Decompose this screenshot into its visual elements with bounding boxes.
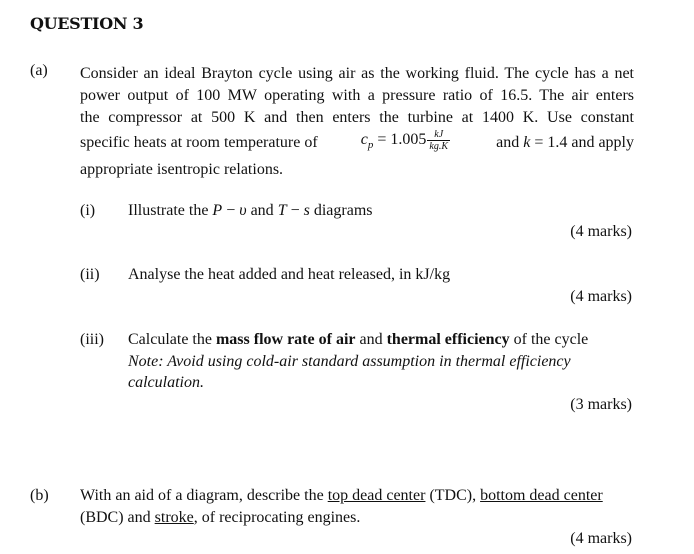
sub-i-post: diagrams [309,202,373,219]
unit-denominator: kg.K [429,140,449,152]
part-b-bdc-text: (BDC) and [80,509,155,526]
line4-pre-text: specific heats at room temperature of [80,133,318,151]
k-symbol: k [523,133,531,151]
sub-i-label: (i) [80,202,96,219]
unit-numerator: kJ [427,129,450,141]
part-b-label: (b) [30,487,49,504]
part-b-marks: (4 marks) [570,530,632,547]
symbol-P: P [212,202,223,219]
part-a-intro-line-2: power output of 100 MW operating with a pressure ratio of 16.5. The air enters [80,87,634,104]
sub-ii-label: (ii) [80,266,100,283]
bold-mass-flow-rate: mass flow rate of air [215,331,356,348]
part-a-intro-line-4 [80,128,634,157]
dash-2: − [286,202,304,219]
part-b-post: , of reciprocating engines. [193,509,361,526]
part-a-intro-line-3: the compressor at 500 K and then enters the turbine at 1400 K. Use constant [80,109,634,126]
symbol-v: υ [239,202,247,219]
part-a-intro-line-5: appropriate isentropic relations. [80,161,284,178]
sub-ii-text: Analyse the heat added and heat released, in kJ/kg [128,266,451,283]
part-b-line-1 [80,487,603,505]
k-value: = 1.4 and apply [530,133,634,151]
cp-subscript: p [367,139,374,152]
part-a-intro-line-1: Consider an ideal Brayton cycle using air as the working fluid. The cycle has a net [80,65,634,82]
sub-iii-label: (iii) [80,331,104,348]
sub-i-text [128,202,373,220]
sub-iii-marks: (3 marks) [570,396,632,413]
dash-1: − [222,202,240,219]
term-top-dead-center: top dead center [327,487,426,504]
sub-i-pre: Illustrate the [128,202,213,219]
sub-iii-note-line-2: calculation. [128,374,204,391]
part-a-intro [80,62,634,186]
sub-iii-pre: Calculate the [128,331,216,348]
sub-iii-note-line-1: Note: Avoid using cold-air standard assumption in thermal efficiency [128,353,571,370]
sub-i-mid: and [246,202,278,219]
bold-thermal-efficiency: thermal efficiency [386,331,510,348]
sub-iii-mid: and [355,331,387,348]
question-title: QUESTION 3 [30,14,144,33]
part-b-pre: With an aid of a diagram, describe the [80,487,328,504]
term-stroke: stroke [154,509,194,526]
sub-iii-post: of the cycle [509,331,589,348]
symbol-T: T [277,202,287,219]
cp-expression [361,128,453,157]
part-a-label: (a) [30,62,48,79]
cp-unit-fraction [427,129,450,152]
sub-i-marks: (4 marks) [570,223,632,240]
cp-value: = 1.005 [373,131,427,148]
part-b-tdc-text: (TDC), [425,487,481,504]
term-bottom-dead-center: bottom dead center [480,487,603,504]
part-b-line-2 [80,509,360,527]
sub-iii-text [128,331,588,349]
cp-symbol: c [360,131,368,148]
sub-ii-marks: (4 marks) [570,288,632,305]
and-text: and [496,133,524,151]
line4-post-text [496,131,634,155]
symbol-s: s [303,202,310,219]
